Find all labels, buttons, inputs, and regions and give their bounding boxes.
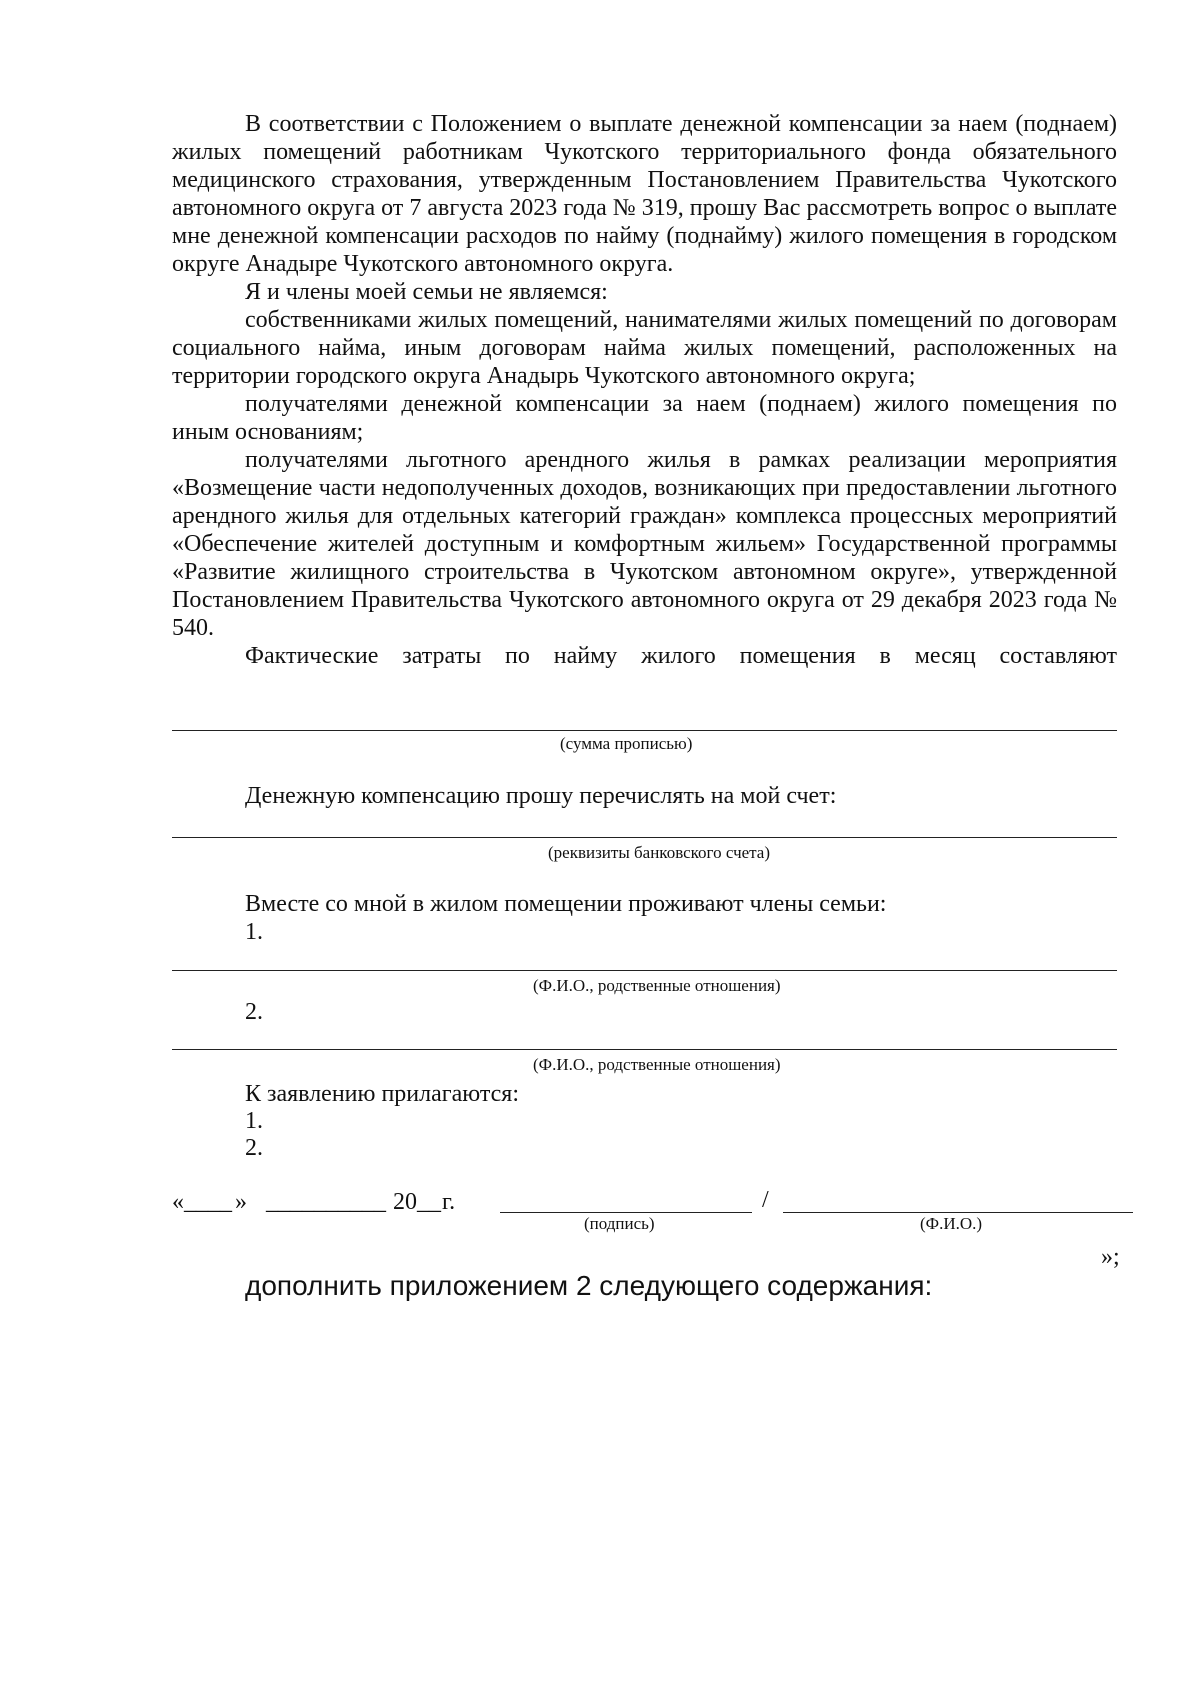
full-name-caption: (Ф.И.О.) [920, 1214, 983, 1233]
transfer-request-text: Денежную компенсацию прошу перечислять на мой счет: [245, 783, 837, 809]
date-year-blank: __ [417, 1189, 441, 1215]
date-month-blank: __________ [266, 1189, 386, 1215]
date-year-prefix: 20 [393, 1189, 417, 1215]
attachments-intro-text: К заявлению прилагаются: [245, 1081, 520, 1107]
signature-slash: / [762, 1187, 769, 1213]
date-year-suffix: г. [442, 1189, 456, 1215]
family-member-1-caption: (Ф.И.О., родственные отношения) [533, 976, 781, 995]
signature-caption: (подпись) [584, 1214, 655, 1233]
amount-words-line [172, 730, 1117, 731]
date-day-blank: ____ [184, 1189, 232, 1215]
family-member-2-caption: (Ф.И.О., родственные отношения) [533, 1055, 781, 1074]
family-intro-text: Вместе со мной в жилом помещении проживают члены семьи: [245, 891, 887, 917]
paragraph-family-statement: Я и члены моей семьи не являемся: [245, 279, 608, 305]
attachment-number-2: 2. [245, 1135, 263, 1161]
paragraph-not-compensation-recipients: получателями денежной компенсации за наем (поднаем) жилого помещения по иным основаниям; [172, 391, 1117, 445]
date-close-quote: » [235, 1189, 247, 1215]
date-open-quote: « [172, 1189, 184, 1215]
paragraph-actual-costs: Фактические затраты по найму жилого помещения в месяц составляют [245, 643, 1117, 669]
signature-line [500, 1212, 752, 1213]
family-member-1-line [172, 970, 1117, 971]
paragraph-not-owners: собственниками жилых помещений, нанимателями жилых помещений по договорам социального найма, иным договорам найма жилых помещений, расположенных на территории городского округа Анадырь Чукотского автономного округа; [172, 307, 1117, 389]
paragraph-not-preferential-housing: получателями льготного арендного жилья в рамках реализации мероприятия «Возмещение части недополученных доходов, возникающих при предоставлении льготного арендного жилья для отдельных категорий граждан» комплекса процессных мероприятий «Обеспечение жителей доступным и комфортным жильем» Государственной программы «Развитие жилищного строительства в Чукотском автономном округе», утвержденной Постановлением Правительства Чукотского автономного округа от 29 декабря 2023 года № 540. [172, 447, 1117, 641]
application-body [172, 110, 1117, 670]
attachment-number-1: 1. [245, 1108, 263, 1134]
bank-details-line [172, 837, 1117, 838]
paragraph-regulation-reference: В соответствии с Положением о выплате денежной компенсации за наем (поднаем) жилых помещений работникам Чукотского территориального фонда обязательного медицинского страхования, утвержденным Постановлением Правительства Чукотского автономного округа от 7 августа 2023 года № 319, прошу Вас рассмотреть вопрос о выплате мне денежной компенсации расходов по найму (поднайму) жилого помещения в городском округе Анадыре Чукотского автономного округа. [172, 111, 1117, 277]
amendment-text: дополнить приложением 2 следующего содержания: [245, 1270, 933, 1301]
family-member-2-line [172, 1049, 1117, 1050]
closing-quote-mark: »; [1101, 1244, 1120, 1270]
amount-words-caption: (сумма прописью) [560, 734, 693, 753]
full-name-line [783, 1212, 1133, 1213]
family-number-1: 1. [245, 919, 263, 945]
bank-details-caption: (реквизиты банковского счета) [548, 843, 771, 862]
family-number-2: 2. [245, 999, 263, 1025]
